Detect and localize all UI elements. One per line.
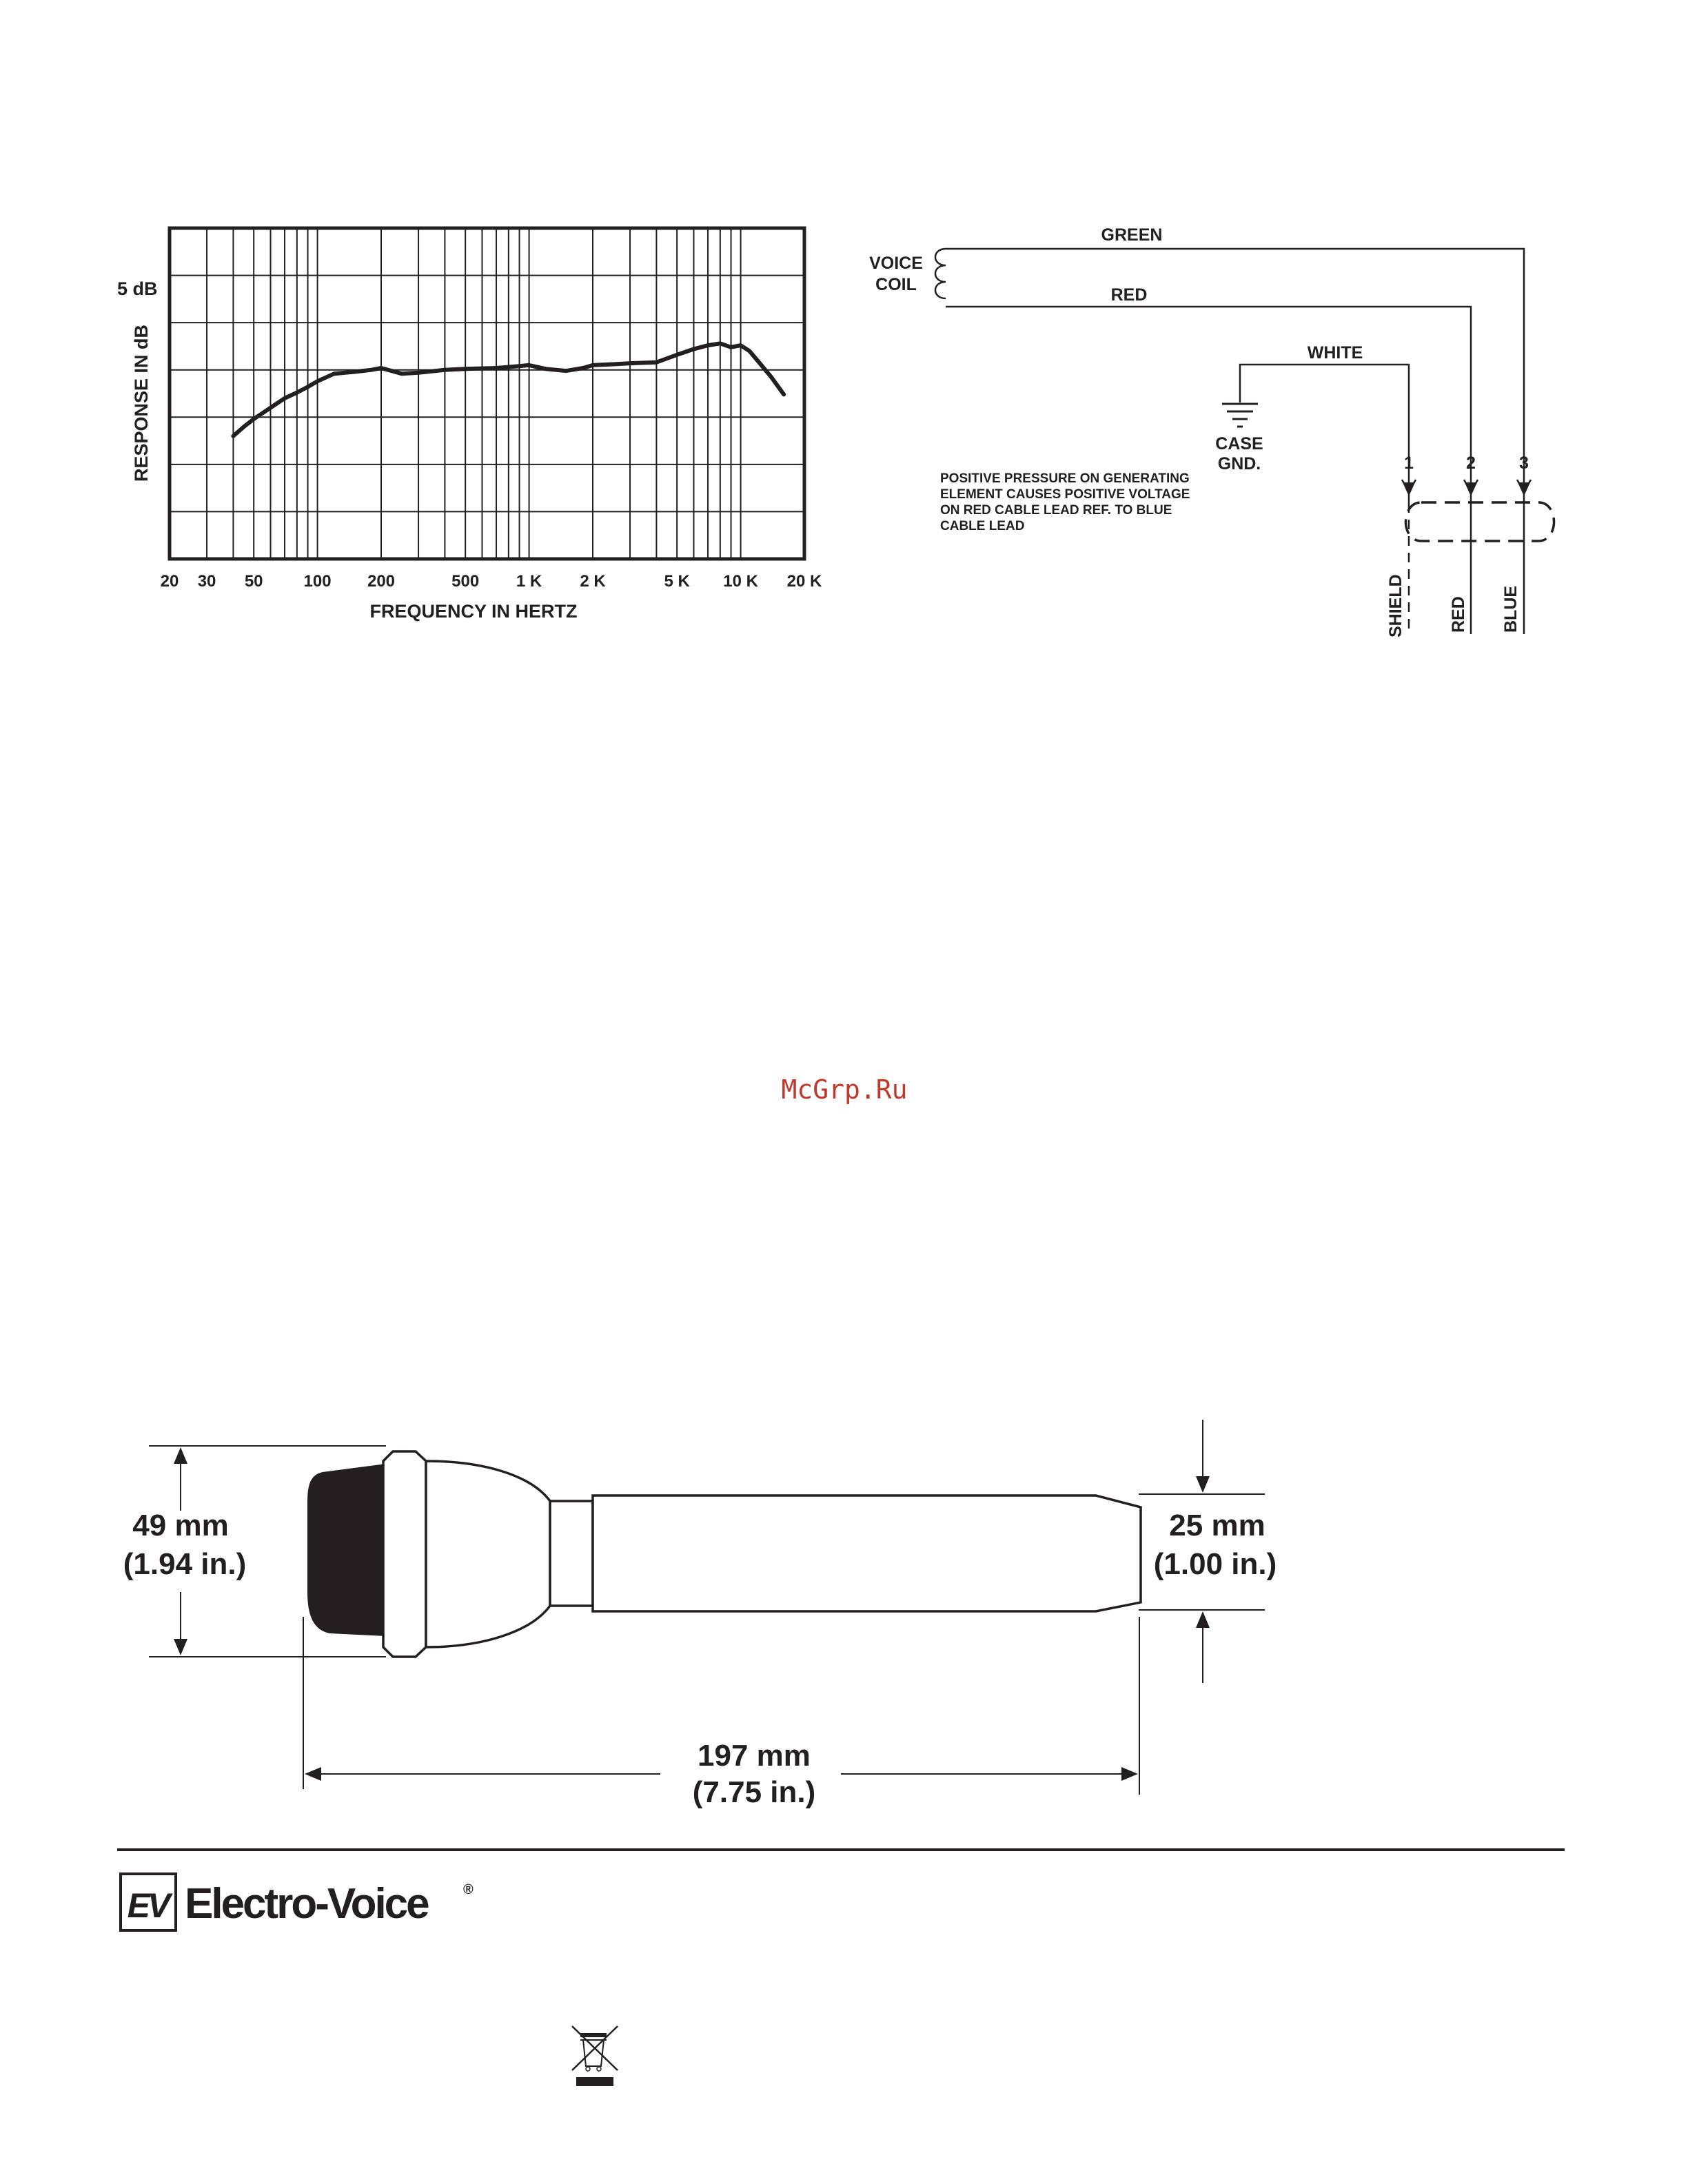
case-gnd-label-line1: CASE <box>1215 434 1263 453</box>
registered-mark: ® <box>463 1882 474 1897</box>
chart-x-ticks <box>161 572 822 591</box>
dim-25-arrow-down <box>1196 1476 1210 1493</box>
cable-jacket <box>1406 502 1554 541</box>
ground-icon <box>1222 404 1258 427</box>
mic-body-cone <box>426 1461 550 1647</box>
wire-red-label: RED <box>1110 285 1148 305</box>
wire-white-label: WHITE <box>1307 343 1363 363</box>
lead-label-blue: BLUE <box>1501 585 1521 633</box>
lead-label-red: RED <box>1449 596 1468 633</box>
dim-197-arrow-right <box>1121 1767 1138 1781</box>
pin-number-3: 3 <box>1519 453 1529 473</box>
dim-197-mm: 197 mm <box>698 1739 811 1773</box>
pin-number-2: 2 <box>1466 453 1476 473</box>
dim-197-in: (7.75 in.) <box>692 1775 816 1809</box>
chart-x-tick-label: 5 K <box>664 572 690 591</box>
electro-voice-logo <box>121 1874 474 1930</box>
polarity-note-line2: ELEMENT CAUSES POSITIVE VOLTAGE <box>940 487 1190 502</box>
mic-grille <box>307 1464 386 1636</box>
ev-monogram: EV <box>127 1886 168 1925</box>
polarity-note-line4: CABLE LEAD <box>940 519 1025 533</box>
chart-x-tick-label: 30 <box>197 572 216 591</box>
case-gnd-label-line2: GND. <box>1217 454 1261 473</box>
chart-x-tick-label: 20 <box>160 572 179 591</box>
chart-x-tick-label: 10 K <box>723 572 758 591</box>
mic-ring <box>383 1451 426 1657</box>
wire-white <box>1240 365 1409 482</box>
voice-coil-label-line1: VOICE <box>869 254 923 273</box>
dim-49-arrow-up <box>174 1447 187 1464</box>
watermark: McGrp.Ru <box>781 1074 908 1105</box>
wire-red <box>946 307 1471 482</box>
mic-collar <box>550 1501 593 1606</box>
brand-name: Electro-Voice <box>185 1880 428 1928</box>
dim-49-mm: 49 mm <box>132 1509 229 1542</box>
chart-x-tick-label: 100 <box>303 572 332 591</box>
chart-x-tick-label: 50 <box>244 572 263 591</box>
dim-49-in: (1.94 in.) <box>123 1547 247 1581</box>
dim-49-arrow-down <box>174 1639 187 1655</box>
voice-coil-symbol <box>935 249 946 298</box>
wire-green-label: GREEN <box>1101 225 1163 245</box>
chart-x-tick-label: 1 K <box>516 572 542 591</box>
dim-25-arrow-up <box>1196 1611 1210 1628</box>
microphone-dimension-drawing <box>123 1420 1277 1809</box>
chart-x-tick-label: 200 <box>367 572 396 591</box>
wiring-diagram <box>869 225 1554 637</box>
dim-25-mm: 25 mm <box>1169 1509 1265 1542</box>
dim-197-arrow-left <box>305 1767 321 1781</box>
weee-bin-icon <box>572 2026 618 2086</box>
chart-grid <box>170 228 804 559</box>
chart-x-tick-label: 500 <box>451 572 480 591</box>
chart-y-axis-label: RESPONSE IN dB <box>131 324 152 482</box>
frequency-response-chart <box>117 228 822 622</box>
polarity-note-line1: POSITIVE PRESSURE ON GENERATING <box>940 471 1190 486</box>
chart-y-division-label: 5 dB <box>117 278 158 299</box>
chart-x-tick-label: 20 K <box>786 572 822 591</box>
pin-number-1: 1 <box>1404 453 1414 473</box>
mic-handle <box>593 1496 1141 1611</box>
voice-coil-label-line2: COIL <box>875 275 917 294</box>
lead-label-shield: SHIELD <box>1386 574 1405 637</box>
chart-frame <box>170 228 804 559</box>
connector-forks <box>1402 480 1531 503</box>
chart-x-axis-label: FREQUENCY IN HERTZ <box>369 601 578 622</box>
dim-25-in: (1.00 in.) <box>1153 1547 1277 1581</box>
chart-x-tick-label: 2 K <box>580 572 606 591</box>
polarity-note-line3: ON RED CABLE LEAD REF. TO BLUE <box>940 503 1172 518</box>
